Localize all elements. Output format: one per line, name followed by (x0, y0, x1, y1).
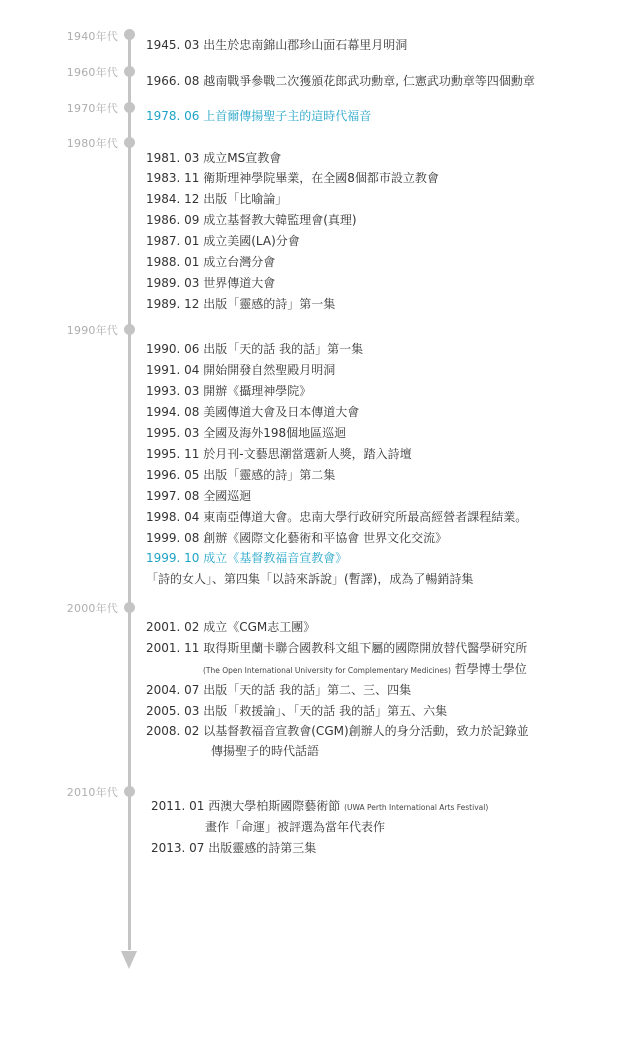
event-item: 2013. 07 出版靈感的詩第三集 (151, 841, 317, 855)
decade-label: 1990年代 (66, 324, 118, 337)
event-item: 2001. 11 取得斯里蘭卡聯合國教科文組下屬的國際開放替代醫學研究所 (146, 641, 528, 655)
event-item: 2001. 02 成立《CGM志工團》 (146, 620, 316, 634)
event-item: 1981. 03 成立MS宣教會 (146, 151, 282, 165)
event-item: 1994. 08 美國傳道大會及日本傳道大會 (146, 405, 360, 419)
event-item: 1995. 11 於月刊-文藝思潮當選新人獎，踏入詩壇 (146, 447, 412, 461)
timeline-dot (124, 324, 135, 335)
decade-label: 2000年代 (66, 602, 118, 615)
event-item: 1983. 11 衛斯理神學院畢業，在全國8個都市設立教會 (146, 171, 439, 185)
event-item: 1989. 12 出版「靈感的詩」第一集 (146, 297, 336, 311)
event-text: 2011. 01 西澳大學柏斯國際藝術節 (151, 799, 341, 813)
timeline-axis (128, 32, 131, 950)
event-item-highlight: 1999. 10 成立《基督教福音宣教會》 (146, 551, 348, 565)
event-item-continuation: 畫作「命運」被評選為當年代表作 (205, 820, 386, 834)
event-item: 1966. 08 越南戰爭參戰二次獲頒花郎武功勳章, 仁憲武功勳章等四個勳章 (146, 74, 535, 88)
timeline-dot (124, 102, 135, 113)
event-item: 1945. 03 出生於忠南錦山郡珍山面石幕里月明洞 (146, 38, 408, 52)
timeline-arrow-down-icon (121, 951, 137, 969)
event-item: 1988. 01 成立台灣分會 (146, 255, 276, 269)
timeline-dot (124, 137, 135, 148)
event-item: 1998. 04 東南亞傳道大會。忠南大學行政研究所最高經營者課程結業。 (146, 510, 528, 524)
timeline-dot (124, 786, 135, 797)
decade-label: 1960年代 (66, 66, 118, 79)
decade-label: 1970年代 (66, 102, 118, 115)
institution-english-name: (The Open International University for Complementary Medicines) (203, 666, 451, 675)
event-item: 2005. 03 出版「救援論」、「天的話 我的話」第五、六集 (146, 704, 448, 718)
event-item: 1991. 04 開始開發自然聖殿月明洞 (146, 363, 336, 377)
event-item: 1989. 03 世界傳道大會 (146, 276, 276, 290)
event-item: 2004. 07 出版「天的話 我的話」第二、三、四集 (146, 683, 412, 697)
event-item-continuation: 傳揚聖子的時代話語 (211, 744, 320, 758)
event-item (151, 798, 488, 816)
event-item: 1993. 03 開辦《攝理神學院》 (146, 384, 312, 398)
event-item: 1987. 01 成立美國(LA)分會 (146, 234, 300, 248)
festival-english-name: (UWA Perth International Arts Festival) (344, 803, 489, 812)
decade-label: 1940年代 (66, 30, 118, 43)
event-item: 2008. 02 以基督教福音宣教會(CGM)創辦人的身分活動，致力於記錄並 (146, 724, 529, 738)
event-item: 1999. 08 創辦《國際文化藝術和平協會 世界文化交流》 (146, 531, 448, 545)
event-item: 1996. 05 出版「靈感的詩」第二集 (146, 468, 336, 482)
degree-label: 哲學博士學位 (454, 662, 527, 676)
decade-label: 2010年代 (66, 786, 118, 799)
timeline-dot (124, 602, 135, 613)
timeline-dot (124, 66, 135, 77)
event-item: 1984. 12 出版「比喻論」 (146, 192, 288, 206)
event-item: 1990. 06 出版「天的話 我的話」第一集 (146, 342, 364, 356)
event-item: 1995. 03 全國及海外198個地區巡迴 (146, 426, 347, 440)
event-item: 1997. 08 全國巡迴 (146, 489, 252, 503)
event-item-highlight: 1978. 06 上首爾傳揚聖子主的這時代福音 (146, 109, 372, 123)
decade-label: 1980年代 (66, 137, 118, 150)
timeline-dot (124, 29, 135, 40)
event-item: 1986. 09 成立基督教大韓監理會(真理) (146, 213, 357, 227)
event-item-continuation (203, 661, 527, 679)
event-item-continuation: 「詩的女人」、第四集「以詩來訴說」(暫譯)，成為了暢銷詩集 (146, 572, 474, 586)
